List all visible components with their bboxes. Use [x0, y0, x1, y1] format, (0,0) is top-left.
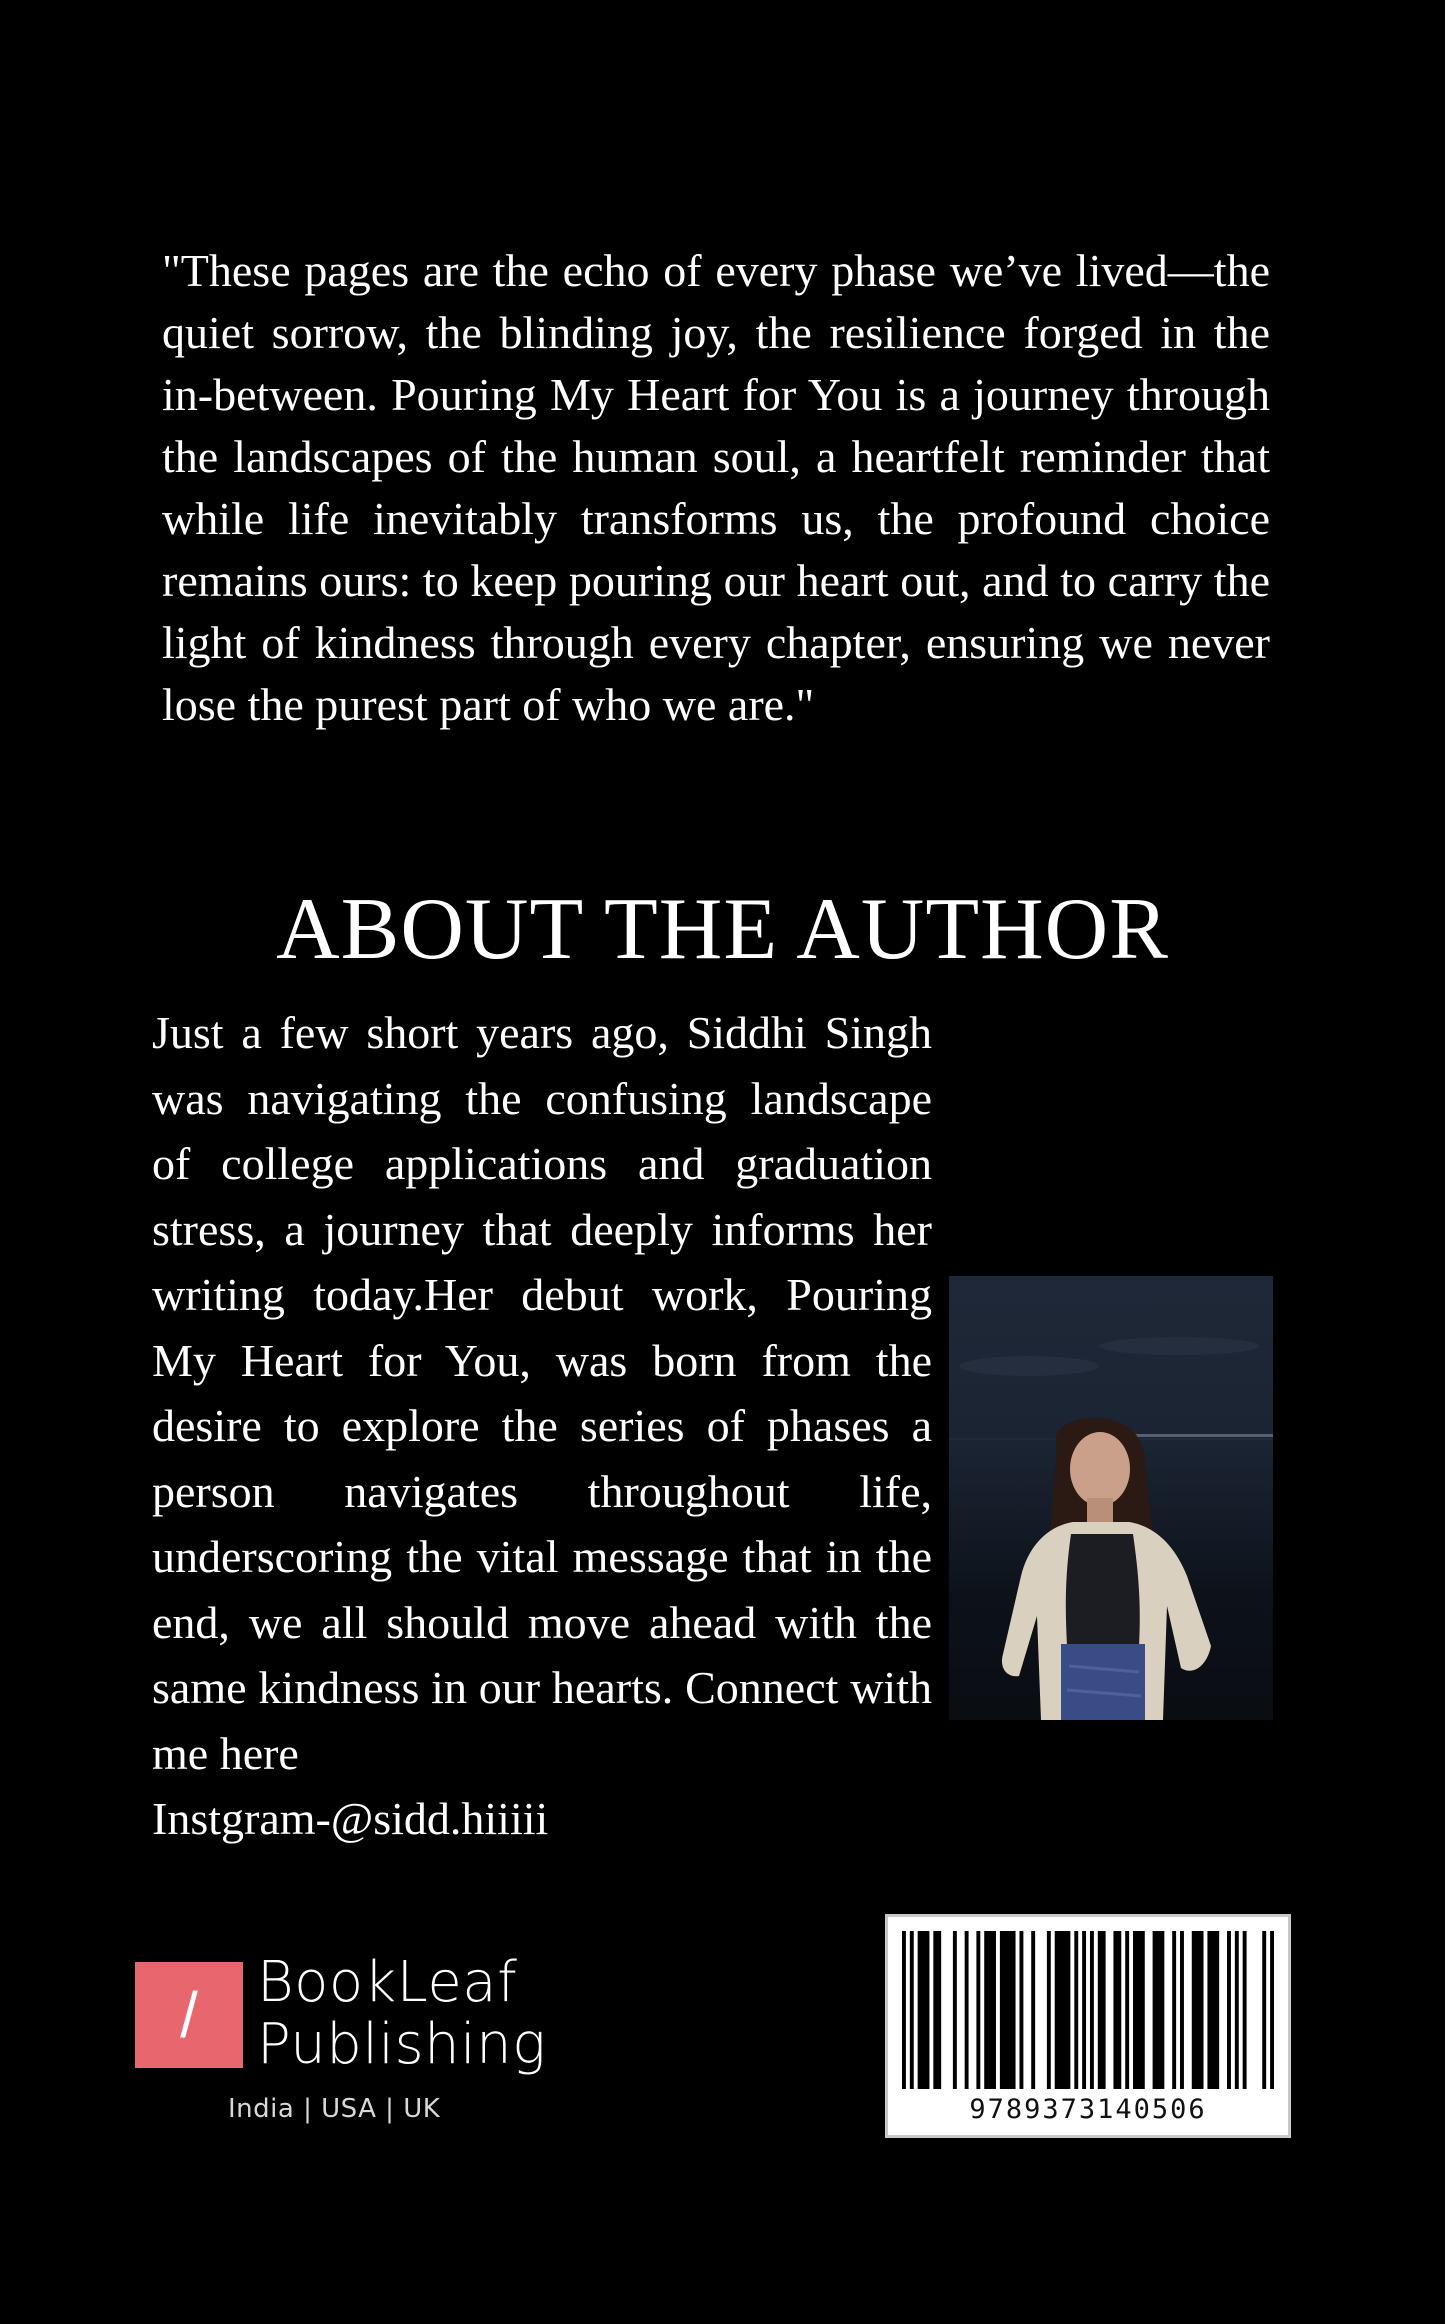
- author-bio: [152, 1000, 932, 1852]
- barcode-bar: [1227, 1931, 1231, 2089]
- publisher-mark-icon: [135, 1962, 243, 2068]
- barcode-bar: [1125, 1931, 1129, 2089]
- barcode-bars: [902, 1931, 1274, 2089]
- barcode-bar: [984, 1931, 996, 2089]
- barcode-bar: [933, 1931, 941, 2089]
- barcode-bar: [1019, 1931, 1023, 2089]
- barcode-bar: [1235, 1931, 1239, 2089]
- barcode-bar: [1243, 1931, 1247, 2089]
- publisher-logo: [135, 1950, 555, 2138]
- barcode-bar: [1207, 1931, 1219, 2089]
- barcode-bar: [1098, 1931, 1106, 2089]
- barcode-bar: [1031, 1931, 1035, 2089]
- barcode-bar: [976, 1931, 980, 2089]
- barcode-bar: [953, 1931, 957, 2089]
- back-cover-quote: "These pages are the echo of every phase we’ve lived—the quiet sorrow, the blinding joy, the resilience forged in the in-between. Pouring My Heart for You is a journey through the landscapes of the human soul, a heartfelt reminder that while life inevitably transforms us, the profound choice remains ours: to keep pouring our heart out, and to carry the light of kindness through every chapter, ensuring we never lose the purest part of who we are.": [162, 245, 1270, 730]
- author-photo: [949, 1276, 1273, 1720]
- barcode-bar: [1172, 1931, 1176, 2089]
- barcode-bar: [1192, 1931, 1204, 2089]
- publisher-name-line1: BookLeaf: [257, 1950, 518, 2015]
- barcode-bar: [902, 1931, 906, 2089]
- barcode-bar: [1082, 1931, 1086, 2089]
- author-instagram: Instgram-@sidd.hiiiii: [152, 1793, 549, 1844]
- isbn-number: 9789373140506: [969, 2094, 1207, 2125]
- barcode-bar: [1180, 1931, 1184, 2089]
- barcode-bar: [1113, 1931, 1121, 2089]
- barcode-bar: [1153, 1931, 1165, 2089]
- barcode-bar: [1047, 1931, 1051, 2089]
- author-photo-illustration: [949, 1276, 1273, 1720]
- about-author-heading: ABOUT THE AUTHOR: [276, 881, 1169, 978]
- barcode-bar: [910, 1931, 914, 2089]
- isbn-barcode: [885, 1914, 1291, 2138]
- barcode-bar: [1090, 1931, 1094, 2089]
- barcode-bar: [1262, 1931, 1266, 2089]
- barcode-bar: [1074, 1931, 1078, 2089]
- publisher-name: [257, 1952, 546, 2076]
- publisher-mark-glyph: /: [180, 1979, 198, 2051]
- publisher-name-line2: Publishing: [257, 2012, 547, 2077]
- barcode-bar: [1133, 1931, 1145, 2089]
- publisher-regions: India | USA | UK: [228, 2094, 441, 2124]
- barcode-bar: [1270, 1931, 1274, 2089]
- barcode-bar: [918, 1931, 930, 2089]
- barcode-bar: [965, 1931, 969, 2089]
- barcode-bar: [1055, 1931, 1071, 2089]
- author-bio-text: Just a few short years ago, Siddhi Singh was navigating the confusing landscape of college applications and graduation stress, a journey that deeply informs her writing today.Her debut work, Pouring My Heart for You, was born from the desire to explore the series of phases a person navigates throughout life, underscoring the vital message that in the end, we all should move ahead with the same kindness in our hearts. Connect with me here: [152, 1007, 932, 1779]
- barcode-bar: [1000, 1931, 1016, 2089]
